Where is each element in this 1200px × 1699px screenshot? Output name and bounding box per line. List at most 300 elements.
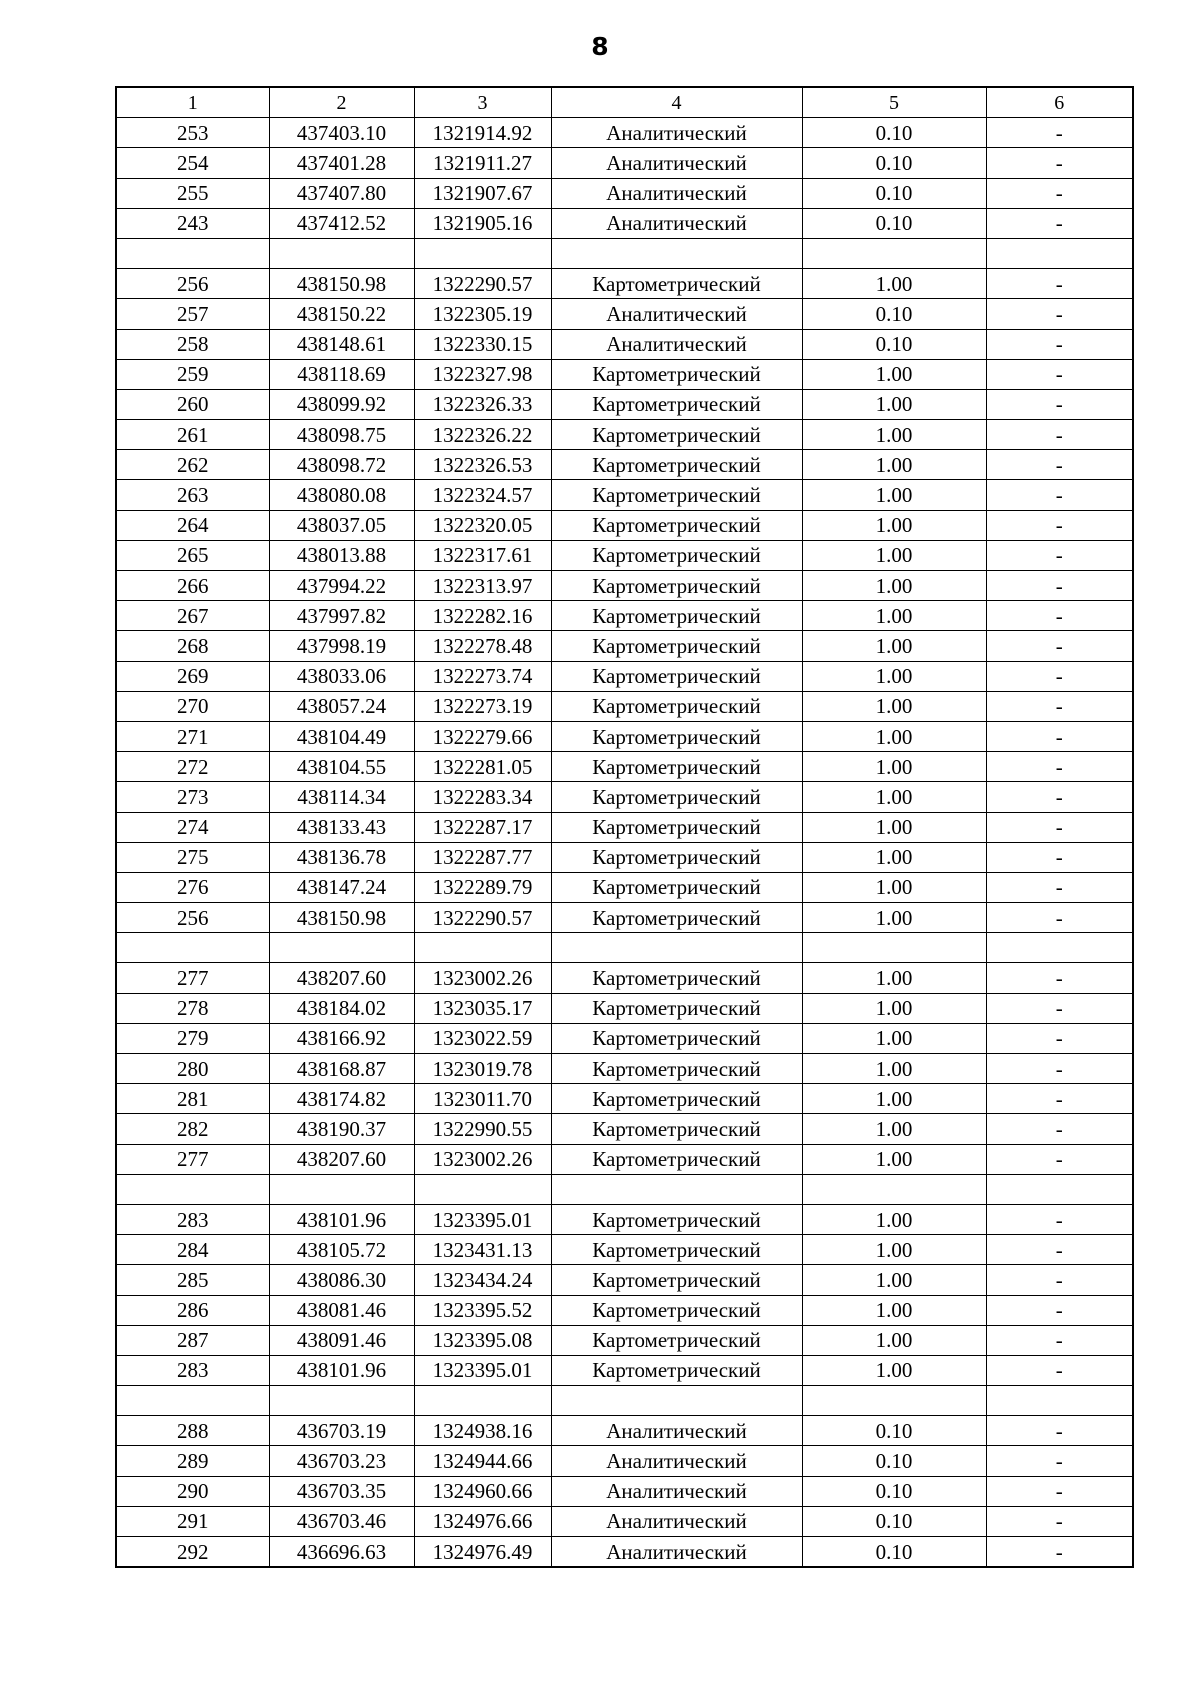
accuracy-cell: 1.00: [802, 842, 986, 872]
description-cell: -: [986, 601, 1133, 631]
description-cell: -: [986, 510, 1133, 540]
y-coordinate-cell: 1322273.19: [414, 691, 551, 721]
point-number-cell: 286: [116, 1295, 269, 1325]
method-cell: Картометрический: [551, 1023, 802, 1053]
x-coordinate-cell: 438207.60: [269, 963, 414, 993]
x-coordinate-cell: 436703.19: [269, 1416, 414, 1446]
point-number-cell: 256: [116, 269, 269, 299]
description-cell: -: [986, 1265, 1133, 1295]
column-header-1: 1: [116, 87, 269, 118]
point-number-cell: 254: [116, 148, 269, 178]
x-coordinate-cell: 436703.35: [269, 1476, 414, 1506]
table-row: [116, 299, 1133, 329]
method-cell: Картометрический: [551, 1265, 802, 1295]
accuracy-cell: 1.00: [802, 571, 986, 601]
accuracy-cell: 0.10: [802, 329, 986, 359]
method-cell: Картометрический: [551, 1144, 802, 1174]
table-row: [116, 1144, 1133, 1174]
method-cell: Картометрический: [551, 1235, 802, 1265]
table-row: [116, 1446, 1133, 1476]
x-coordinate-cell: 437998.19: [269, 631, 414, 661]
description-cell: -: [986, 450, 1133, 480]
y-coordinate-cell: 1322326.53: [414, 450, 551, 480]
y-coordinate-cell: 1323395.01: [414, 1204, 551, 1234]
method-cell: Картометрический: [551, 540, 802, 570]
description-cell: -: [986, 1537, 1133, 1568]
description-cell: -: [986, 480, 1133, 510]
description-cell: -: [986, 148, 1133, 178]
y-coordinate-cell: 1322290.57: [414, 903, 551, 933]
description-cell: -: [986, 571, 1133, 601]
accuracy-cell: 1.00: [802, 993, 986, 1023]
y-coordinate-cell: 1322273.74: [414, 661, 551, 691]
method-cell: Картометрический: [551, 389, 802, 419]
x-coordinate-cell: 438086.30: [269, 1265, 414, 1295]
y-coordinate-cell: 1323395.08: [414, 1325, 551, 1355]
method-cell: Картометрический: [551, 601, 802, 631]
y-coordinate-cell: 1324976.49: [414, 1537, 551, 1568]
point-number-cell: 278: [116, 993, 269, 1023]
point-number-cell: [116, 238, 269, 268]
table-row: [116, 631, 1133, 661]
y-coordinate-cell: 1324938.16: [414, 1416, 551, 1446]
x-coordinate-cell: 437401.28: [269, 148, 414, 178]
method-cell: Картометрический: [551, 359, 802, 389]
description-cell: [986, 1174, 1133, 1204]
table-row: [116, 1355, 1133, 1385]
method-cell: Картометрический: [551, 872, 802, 902]
point-number-cell: 279: [116, 1023, 269, 1053]
table-row: [116, 178, 1133, 208]
point-number-cell: 280: [116, 1054, 269, 1084]
table-row: [116, 480, 1133, 510]
y-coordinate-cell: 1322289.79: [414, 872, 551, 902]
accuracy-cell: 1.00: [802, 872, 986, 902]
table-row: [116, 1325, 1133, 1355]
description-cell: -: [986, 963, 1133, 993]
method-cell: Аналитический: [551, 1416, 802, 1446]
point-number-cell: [116, 1174, 269, 1204]
accuracy-cell: [802, 1386, 986, 1416]
accuracy-cell: 1.00: [802, 1144, 986, 1174]
accuracy-cell: 1.00: [802, 1114, 986, 1144]
accuracy-cell: 1.00: [802, 1023, 986, 1053]
y-coordinate-cell: 1321911.27: [414, 148, 551, 178]
y-coordinate-cell: 1323019.78: [414, 1054, 551, 1084]
x-coordinate-cell: 438105.72: [269, 1235, 414, 1265]
method-cell: Картометрический: [551, 269, 802, 299]
x-coordinate-cell: 436696.63: [269, 1537, 414, 1568]
page-number: 8: [591, 32, 609, 61]
x-coordinate-cell: 438104.49: [269, 721, 414, 751]
y-coordinate-cell: 1323002.26: [414, 963, 551, 993]
x-coordinate-cell: 438013.88: [269, 540, 414, 570]
method-cell: [551, 238, 802, 268]
method-cell: Картометрический: [551, 963, 802, 993]
y-coordinate-cell: 1322330.15: [414, 329, 551, 359]
description-cell: -: [986, 1446, 1133, 1476]
y-coordinate-cell: [414, 1386, 551, 1416]
point-number-cell: 287: [116, 1325, 269, 1355]
accuracy-cell: 0.10: [802, 208, 986, 238]
description-cell: -: [986, 1235, 1133, 1265]
method-cell: Картометрический: [551, 812, 802, 842]
y-coordinate-cell: [414, 933, 551, 963]
description-cell: -: [986, 178, 1133, 208]
x-coordinate-cell: 438133.43: [269, 812, 414, 842]
method-cell: Картометрический: [551, 691, 802, 721]
y-coordinate-cell: 1322326.22: [414, 420, 551, 450]
accuracy-cell: 1.00: [802, 450, 986, 480]
point-number-cell: 264: [116, 510, 269, 540]
accuracy-cell: 1.00: [802, 389, 986, 419]
point-number-cell: 256: [116, 903, 269, 933]
method-cell: Картометрический: [551, 993, 802, 1023]
y-coordinate-cell: 1322287.77: [414, 842, 551, 872]
x-coordinate-cell: 438101.96: [269, 1204, 414, 1234]
method-cell: [551, 1174, 802, 1204]
description-cell: -: [986, 329, 1133, 359]
y-coordinate-cell: 1324976.66: [414, 1506, 551, 1536]
point-number-cell: 273: [116, 782, 269, 812]
header-row: [116, 87, 1133, 118]
x-coordinate-cell: 438174.82: [269, 1084, 414, 1114]
description-cell: -: [986, 1023, 1133, 1053]
y-coordinate-cell: 1322326.33: [414, 389, 551, 419]
table-row: [116, 872, 1133, 902]
x-coordinate-cell: 438168.87: [269, 1054, 414, 1084]
description-cell: -: [986, 1416, 1133, 1446]
x-coordinate-cell: 437412.52: [269, 208, 414, 238]
y-coordinate-cell: 1321905.16: [414, 208, 551, 238]
table-row: [116, 661, 1133, 691]
y-coordinate-cell: 1323035.17: [414, 993, 551, 1023]
method-cell: Картометрический: [551, 903, 802, 933]
method-cell: Картометрический: [551, 1204, 802, 1234]
description-cell: -: [986, 903, 1133, 933]
y-coordinate-cell: [414, 1174, 551, 1204]
point-number-cell: 260: [116, 389, 269, 419]
method-cell: Картометрический: [551, 1325, 802, 1355]
y-coordinate-cell: 1322324.57: [414, 480, 551, 510]
x-coordinate-cell: 436703.46: [269, 1506, 414, 1536]
accuracy-cell: 1.00: [802, 661, 986, 691]
point-number-cell: 275: [116, 842, 269, 872]
y-coordinate-cell: 1324944.66: [414, 1446, 551, 1476]
description-cell: -: [986, 661, 1133, 691]
method-cell: Аналитический: [551, 1506, 802, 1536]
accuracy-cell: 0.10: [802, 299, 986, 329]
coordinates-table: [115, 86, 1134, 1568]
x-coordinate-cell: 438190.37: [269, 1114, 414, 1144]
method-cell: Картометрический: [551, 1054, 802, 1084]
column-header-4: 4: [551, 87, 802, 118]
method-cell: Аналитический: [551, 329, 802, 359]
description-cell: -: [986, 752, 1133, 782]
point-number-cell: 290: [116, 1476, 269, 1506]
description-cell: -: [986, 782, 1133, 812]
point-number-cell: 292: [116, 1537, 269, 1568]
table-row: [116, 782, 1133, 812]
y-coordinate-cell: 1322313.97: [414, 571, 551, 601]
description-cell: -: [986, 721, 1133, 751]
point-number-cell: 283: [116, 1355, 269, 1385]
x-coordinate-cell: 438166.92: [269, 1023, 414, 1053]
accuracy-cell: 1.00: [802, 1084, 986, 1114]
table-row: [116, 993, 1133, 1023]
accuracy-cell: 1.00: [802, 1235, 986, 1265]
point-number-cell: 281: [116, 1084, 269, 1114]
accuracy-cell: 0.10: [802, 1416, 986, 1446]
x-coordinate-cell: 438081.46: [269, 1295, 414, 1325]
method-cell: Картометрический: [551, 782, 802, 812]
description-cell: -: [986, 1114, 1133, 1144]
table-row: [116, 1537, 1133, 1568]
table-row: [116, 1265, 1133, 1295]
point-number-cell: 253: [116, 118, 269, 148]
point-number-cell: 288: [116, 1416, 269, 1446]
point-number-cell: 274: [116, 812, 269, 842]
table-row: [116, 1506, 1133, 1536]
y-coordinate-cell: 1323011.70: [414, 1084, 551, 1114]
method-cell: Аналитический: [551, 1476, 802, 1506]
description-cell: -: [986, 993, 1133, 1023]
description-cell: -: [986, 872, 1133, 902]
description-cell: -: [986, 208, 1133, 238]
accuracy-cell: 1.00: [802, 1204, 986, 1234]
method-cell: [551, 1386, 802, 1416]
table-row: [116, 812, 1133, 842]
description-cell: -: [986, 118, 1133, 148]
description-cell: -: [986, 812, 1133, 842]
table-row: [116, 1204, 1133, 1234]
y-coordinate-cell: 1324960.66: [414, 1476, 551, 1506]
table-row: [116, 1054, 1133, 1084]
x-coordinate-cell: 438033.06: [269, 661, 414, 691]
accuracy-cell: 1.00: [802, 812, 986, 842]
x-coordinate-cell: 438037.05: [269, 510, 414, 540]
x-coordinate-cell: 438148.61: [269, 329, 414, 359]
point-number-cell: 243: [116, 208, 269, 238]
accuracy-cell: 1.00: [802, 601, 986, 631]
method-cell: Картометрический: [551, 510, 802, 540]
description-cell: -: [986, 1476, 1133, 1506]
accuracy-cell: 1.00: [802, 1265, 986, 1295]
method-cell: Картометрический: [551, 1355, 802, 1385]
x-coordinate-cell: 437994.22: [269, 571, 414, 601]
description-cell: -: [986, 1084, 1133, 1114]
table-row: [116, 1114, 1133, 1144]
accuracy-cell: 1.00: [802, 1325, 986, 1355]
method-cell: Картометрический: [551, 450, 802, 480]
description-cell: [986, 238, 1133, 268]
x-coordinate-cell: 438114.34: [269, 782, 414, 812]
x-coordinate-cell: 438118.69: [269, 359, 414, 389]
y-coordinate-cell: 1322281.05: [414, 752, 551, 782]
method-cell: Картометрический: [551, 571, 802, 601]
accuracy-cell: [802, 1174, 986, 1204]
accuracy-cell: 1.00: [802, 782, 986, 812]
table-row: [116, 721, 1133, 751]
table-row: [116, 450, 1133, 480]
method-cell: Картометрический: [551, 721, 802, 751]
y-coordinate-cell: 1322283.34: [414, 782, 551, 812]
point-number-cell: 268: [116, 631, 269, 661]
description-cell: -: [986, 1506, 1133, 1536]
separator-row: [116, 238, 1133, 268]
y-coordinate-cell: 1323434.24: [414, 1265, 551, 1295]
point-number-cell: [116, 933, 269, 963]
point-number-cell: 269: [116, 661, 269, 691]
x-coordinate-cell: 438098.75: [269, 420, 414, 450]
y-coordinate-cell: [414, 238, 551, 268]
x-coordinate-cell: 437407.80: [269, 178, 414, 208]
table-header: [116, 87, 1133, 118]
accuracy-cell: [802, 933, 986, 963]
description-cell: [986, 1386, 1133, 1416]
method-cell: Картометрический: [551, 1114, 802, 1144]
x-coordinate-cell: [269, 1174, 414, 1204]
column-header-2: 2: [269, 87, 414, 118]
table-row: [116, 1084, 1133, 1114]
point-number-cell: 259: [116, 359, 269, 389]
accuracy-cell: [802, 238, 986, 268]
accuracy-cell: 1.00: [802, 721, 986, 751]
table-row: [116, 148, 1133, 178]
x-coordinate-cell: 438104.55: [269, 752, 414, 782]
x-coordinate-cell: 438136.78: [269, 842, 414, 872]
separator-row: [116, 1174, 1133, 1204]
accuracy-cell: 1.00: [802, 1054, 986, 1084]
y-coordinate-cell: 1322990.55: [414, 1114, 551, 1144]
accuracy-cell: 1.00: [802, 691, 986, 721]
description-cell: -: [986, 269, 1133, 299]
point-number-cell: 266: [116, 571, 269, 601]
accuracy-cell: 0.10: [802, 1537, 986, 1568]
method-cell: Аналитический: [551, 1537, 802, 1568]
table-row: [116, 359, 1133, 389]
description-cell: -: [986, 359, 1133, 389]
x-coordinate-cell: 438150.22: [269, 299, 414, 329]
point-number-cell: 277: [116, 963, 269, 993]
table-row: [116, 389, 1133, 419]
point-number-cell: 270: [116, 691, 269, 721]
x-coordinate-cell: 437997.82: [269, 601, 414, 631]
method-cell: Картометрический: [551, 1295, 802, 1325]
y-coordinate-cell: 1322327.98: [414, 359, 551, 389]
description-cell: [986, 933, 1133, 963]
table-row: [116, 329, 1133, 359]
point-number-cell: 291: [116, 1506, 269, 1536]
table-row: [116, 601, 1133, 631]
method-cell: Картометрический: [551, 631, 802, 661]
y-coordinate-cell: 1322305.19: [414, 299, 551, 329]
table-body: [116, 118, 1133, 1568]
point-number-cell: 267: [116, 601, 269, 631]
method-cell: Аналитический: [551, 148, 802, 178]
y-coordinate-cell: 1322282.16: [414, 601, 551, 631]
accuracy-cell: 1.00: [802, 269, 986, 299]
y-coordinate-cell: 1322279.66: [414, 721, 551, 751]
table-row: [116, 691, 1133, 721]
method-cell: Картометрический: [551, 480, 802, 510]
table-row: [116, 1023, 1133, 1053]
table-row: [116, 571, 1133, 601]
point-number-cell: 284: [116, 1235, 269, 1265]
description-cell: -: [986, 631, 1133, 661]
point-number-cell: 255: [116, 178, 269, 208]
point-number-cell: 258: [116, 329, 269, 359]
x-coordinate-cell: 438101.96: [269, 1355, 414, 1385]
point-number-cell: [116, 1386, 269, 1416]
method-cell: Аналитический: [551, 208, 802, 238]
description-cell: -: [986, 299, 1133, 329]
point-number-cell: 271: [116, 721, 269, 751]
table-row: [116, 420, 1133, 450]
accuracy-cell: 1.00: [802, 1355, 986, 1385]
table-row: [116, 963, 1133, 993]
accuracy-cell: 1.00: [802, 752, 986, 782]
y-coordinate-cell: 1322290.57: [414, 269, 551, 299]
y-coordinate-cell: 1322317.61: [414, 540, 551, 570]
point-number-cell: 276: [116, 872, 269, 902]
method-cell: Аналитический: [551, 1446, 802, 1476]
y-coordinate-cell: 1321914.92: [414, 118, 551, 148]
separator-row: [116, 1386, 1133, 1416]
x-coordinate-cell: 436703.23: [269, 1446, 414, 1476]
point-number-cell: 265: [116, 540, 269, 570]
description-cell: -: [986, 1054, 1133, 1084]
table-row: [116, 510, 1133, 540]
x-coordinate-cell: 438150.98: [269, 269, 414, 299]
method-cell: [551, 933, 802, 963]
method-cell: Картометрический: [551, 661, 802, 691]
separator-row: [116, 933, 1133, 963]
accuracy-cell: 1.00: [802, 963, 986, 993]
description-cell: -: [986, 1144, 1133, 1174]
y-coordinate-cell: 1323395.52: [414, 1295, 551, 1325]
accuracy-cell: 1.00: [802, 1295, 986, 1325]
description-cell: -: [986, 540, 1133, 570]
x-coordinate-cell: [269, 238, 414, 268]
accuracy-cell: 0.10: [802, 1446, 986, 1476]
point-number-cell: 263: [116, 480, 269, 510]
accuracy-cell: 0.10: [802, 1476, 986, 1506]
accuracy-cell: 0.10: [802, 1506, 986, 1536]
description-cell: -: [986, 691, 1133, 721]
accuracy-cell: 0.10: [802, 148, 986, 178]
accuracy-cell: 1.00: [802, 510, 986, 540]
accuracy-cell: 0.10: [802, 178, 986, 208]
point-number-cell: 289: [116, 1446, 269, 1476]
method-cell: Картометрический: [551, 842, 802, 872]
x-coordinate-cell: 438184.02: [269, 993, 414, 1023]
description-cell: -: [986, 1355, 1133, 1385]
y-coordinate-cell: 1322287.17: [414, 812, 551, 842]
description-cell: -: [986, 420, 1133, 450]
method-cell: Аналитический: [551, 299, 802, 329]
y-coordinate-cell: 1322278.48: [414, 631, 551, 661]
x-coordinate-cell: 438207.60: [269, 1144, 414, 1174]
method-cell: Картометрический: [551, 420, 802, 450]
accuracy-cell: 0.10: [802, 118, 986, 148]
x-coordinate-cell: 437403.10: [269, 118, 414, 148]
x-coordinate-cell: 438147.24: [269, 872, 414, 902]
y-coordinate-cell: 1321907.67: [414, 178, 551, 208]
x-coordinate-cell: 438150.98: [269, 903, 414, 933]
description-cell: -: [986, 842, 1133, 872]
accuracy-cell: 1.00: [802, 631, 986, 661]
